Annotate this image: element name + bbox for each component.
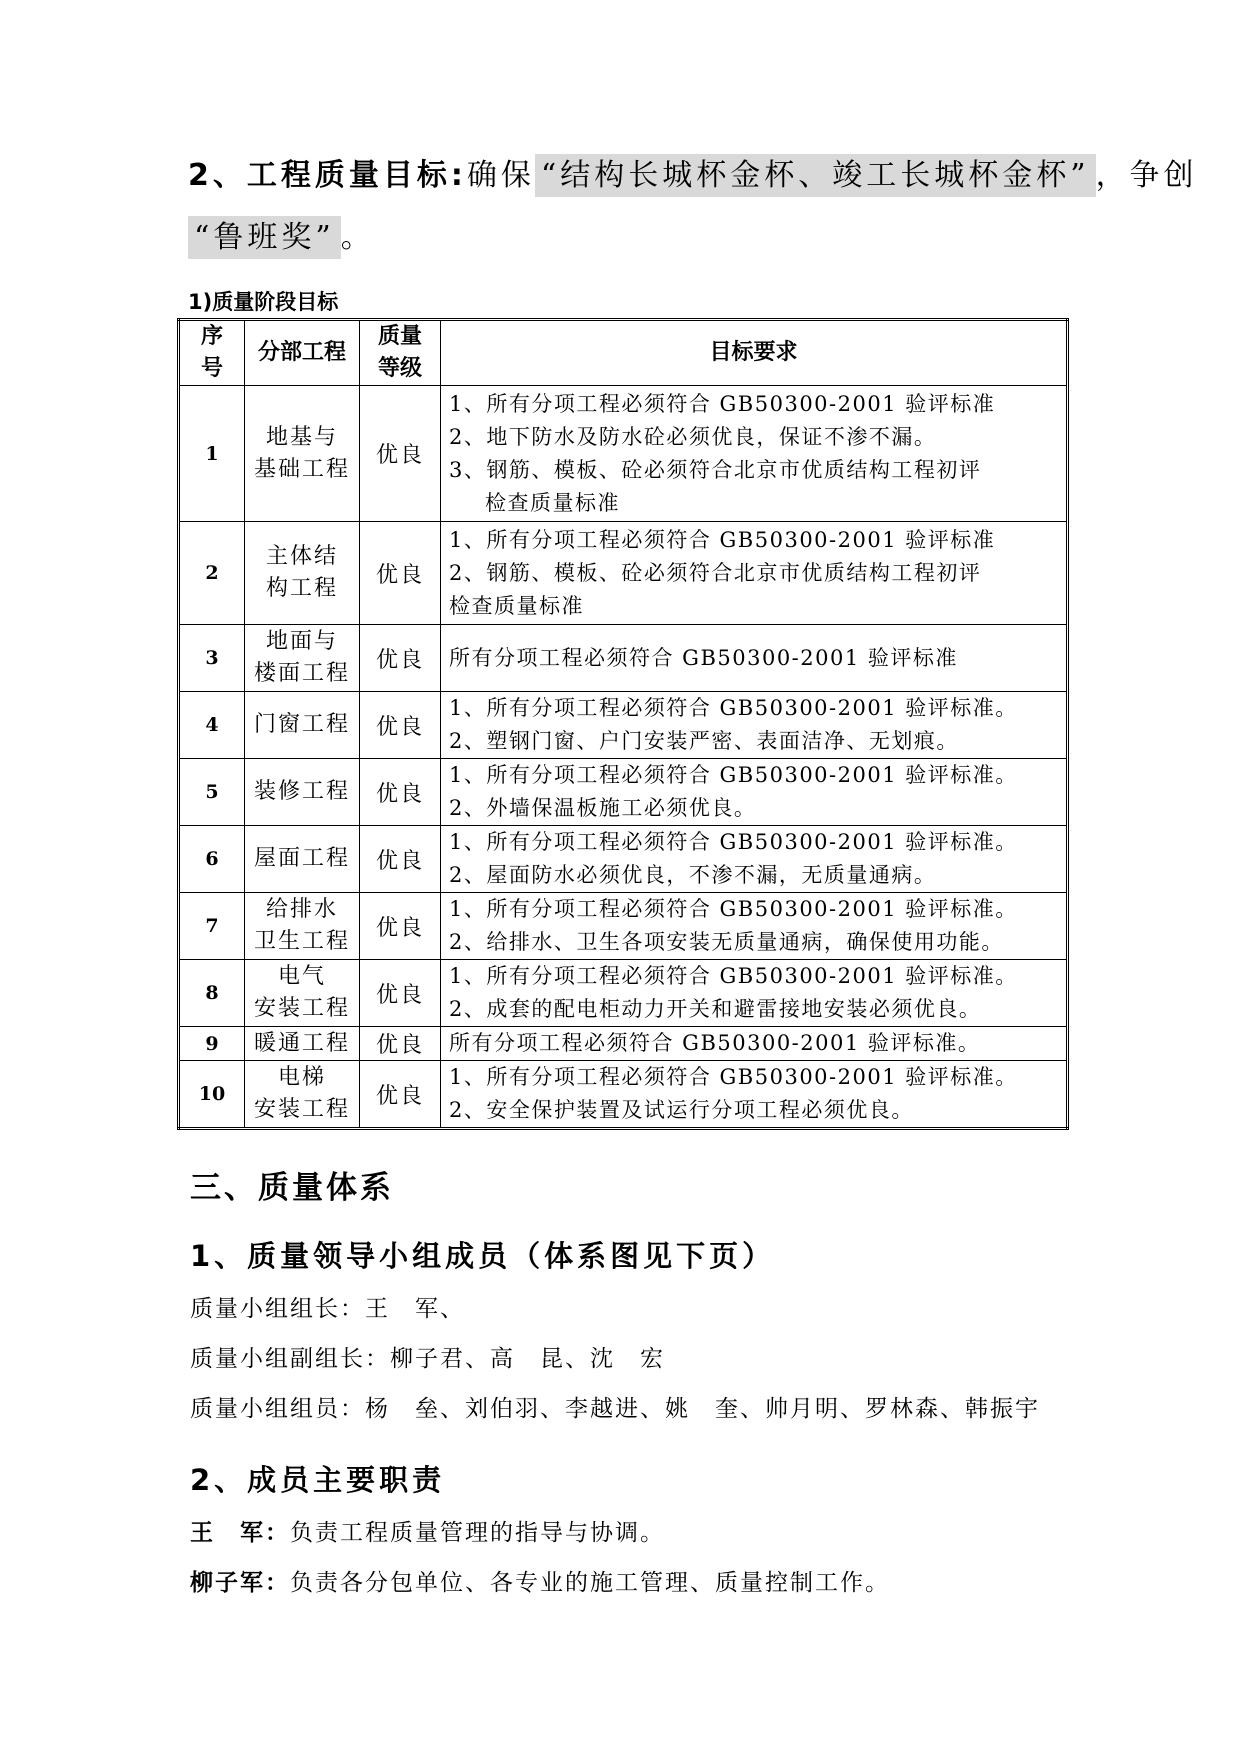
quality-grade: 优良 xyxy=(360,826,441,893)
duty-1-text: 负责工程质量管理的指导与协调。 xyxy=(290,1520,665,1546)
project-name-line: 电气 xyxy=(277,964,326,989)
requirement-line: 2、地下防水及防水砼必须优良，保证不渗不漏。 xyxy=(449,424,937,449)
quality-goal-mid: ，争创 xyxy=(1095,158,1198,193)
duty-2-text: 负责各分包单位、各专业的施工管理、质量控制工作。 xyxy=(290,1570,890,1596)
requirement-line: 2、成套的配电柜动力开关和避雷接地安装必须优良。 xyxy=(449,997,982,1021)
target-requirements xyxy=(441,522,1068,625)
row-number: 4 xyxy=(179,692,245,759)
requirement-line: 所有分项工程必须符合 GB50300-2001 验评标准 xyxy=(449,645,958,670)
row-number: 1 xyxy=(179,386,245,522)
quality-stage-table xyxy=(177,318,1069,1130)
table-row xyxy=(179,893,1068,960)
row-number: 5 xyxy=(179,759,245,826)
table-row xyxy=(179,826,1068,893)
requirement-line: 2、钢筋、模板、砼必须符合北京市优质结构工程初评 xyxy=(449,560,982,585)
stage-goal-title: 1)质量阶段目标 xyxy=(188,290,339,314)
section-title-quality-system: 三、质量体系 xyxy=(190,1170,394,1206)
table-row xyxy=(179,522,1068,625)
requirement-line: 1、所有分项工程必须符合 GB50300-2001 验评标准。 xyxy=(449,696,1018,720)
project-name-line: 安装工程 xyxy=(253,1097,350,1122)
subsection-title-leadership-group: 1、质量领导小组成员（体系图见下页） xyxy=(190,1239,776,1273)
quality-goal-line-2 xyxy=(188,212,375,256)
requirement-line: 1、所有分项工程必须符合 GB50300-2001 验评标准 xyxy=(449,527,996,552)
requirement-line: 2、给排水、卫生各项安装无质量通病，确保使用功能。 xyxy=(449,930,1004,954)
quality-goal-highlight-luban: “鲁班奖” xyxy=(188,216,341,259)
row-number: 3 xyxy=(179,625,245,692)
quality-grade: 优良 xyxy=(360,522,441,625)
project-name-line: 楼面工程 xyxy=(253,661,350,686)
quality-grade: 优良 xyxy=(360,1027,441,1061)
quality-goal-prefix: 确保 xyxy=(466,158,535,193)
project-name-line: 门窗工程 xyxy=(253,712,350,737)
quality-goal-highlight-award: “结构长城杯金杯、竣工长城杯金杯” xyxy=(535,154,1096,197)
table-row xyxy=(179,625,1068,692)
requirement-line: 2、塑钢门窗、户门安装严密、表面洁净、无划痕。 xyxy=(449,729,959,753)
requirement-line: 2、屋面防水必须优良，不渗不漏，无质量通病。 xyxy=(449,863,937,887)
requirement-line: 所有分项工程必须符合 GB50300-2001 验评标准。 xyxy=(449,1031,981,1055)
project-name xyxy=(245,893,360,960)
requirement-line: 1、所有分项工程必须符合 GB50300-2001 验评标准。 xyxy=(449,830,1018,854)
quality-grade: 优良 xyxy=(360,893,441,960)
row-number: 6 xyxy=(179,826,245,893)
project-name xyxy=(245,1027,360,1061)
target-requirements xyxy=(441,759,1068,826)
project-name-line: 电梯 xyxy=(277,1065,326,1090)
requirement-line: 1、所有分项工程必须符合 GB50300-2001 验评标准。 xyxy=(449,763,1018,787)
duty-line-1 xyxy=(190,1514,665,1547)
target-requirements xyxy=(441,1061,1068,1129)
quality-goal-end: 。 xyxy=(340,220,375,255)
quality-grade: 优良 xyxy=(360,960,441,1027)
project-name-line: 主体结 xyxy=(265,544,338,569)
target-requirements xyxy=(441,625,1068,692)
project-name xyxy=(245,1061,360,1129)
project-name xyxy=(245,386,360,522)
requirement-line: 2、外墙保温板施工必须优良。 xyxy=(449,796,757,820)
group-members-line: 质量小组组员：杨 垒、刘伯羽、李越进、姚 奎、帅月明、罗林森、韩振宇 xyxy=(190,1396,1040,1422)
table-row xyxy=(179,386,1068,522)
target-requirements xyxy=(441,692,1068,759)
quality-grade: 优良 xyxy=(360,692,441,759)
target-requirements xyxy=(441,960,1068,1027)
row-number: 9 xyxy=(179,1027,245,1061)
quality-grade: 优良 xyxy=(360,1061,441,1129)
subsection-title-duties: 2、成员主要职责 xyxy=(190,1463,446,1497)
target-requirements xyxy=(441,893,1068,960)
duty-1-name: 王 军： xyxy=(190,1520,290,1546)
quality-grade: 优良 xyxy=(360,386,441,522)
project-name xyxy=(245,692,360,759)
group-leader-line: 质量小组组长：王 军、 xyxy=(190,1296,465,1322)
project-name xyxy=(245,759,360,826)
target-requirements xyxy=(441,826,1068,893)
duty-line-2 xyxy=(190,1564,890,1597)
header-grade: 质量 等级 xyxy=(360,320,441,386)
project-name-line: 构工程 xyxy=(265,576,338,601)
project-name xyxy=(245,960,360,1027)
project-name-line: 基础工程 xyxy=(253,456,350,482)
row-number: 2 xyxy=(179,522,245,625)
requirement-line: 3、钢筋、模板、砼必须符合北京市优质结构工程初评 xyxy=(449,457,982,482)
table-row xyxy=(179,960,1068,1027)
duty-2-name: 柳子军： xyxy=(190,1570,290,1596)
quality-grade: 优良 xyxy=(360,625,441,692)
project-name-line: 装修工程 xyxy=(253,779,350,804)
project-name-line: 暖通工程 xyxy=(253,1030,350,1056)
requirement-line: 检查质量标准 xyxy=(485,490,620,515)
table-header-row xyxy=(179,320,1068,386)
table-body xyxy=(179,386,1068,1129)
target-requirements xyxy=(441,386,1068,522)
header-no: 序 号 xyxy=(179,320,245,386)
project-name xyxy=(245,826,360,893)
project-name-line: 安装工程 xyxy=(253,996,350,1021)
table-row xyxy=(179,759,1068,826)
table-row xyxy=(179,1027,1068,1061)
row-number: 10 xyxy=(179,1061,245,1129)
project-name xyxy=(245,625,360,692)
quality-goal-heading: 2、工程质量目标: xyxy=(188,158,467,193)
header-project: 分部工程 xyxy=(245,320,360,386)
target-requirements xyxy=(441,1027,1068,1061)
requirement-line: 1、所有分项工程必须符合 GB50300-2001 验评标准。 xyxy=(449,964,1018,988)
project-name-line: 地基与 xyxy=(265,424,338,450)
table-row xyxy=(179,1061,1068,1129)
group-vice-leader-line: 质量小组副组长：柳子君、高 昆、沈 宏 xyxy=(190,1346,665,1372)
project-name-line: 给排水 xyxy=(265,897,338,922)
quality-goal-line xyxy=(188,150,1198,194)
project-name-line: 卫生工程 xyxy=(253,929,350,954)
requirement-line: 1、所有分项工程必须符合 GB50300-2001 验评标准。 xyxy=(449,897,1018,921)
project-name xyxy=(245,522,360,625)
quality-grade: 优良 xyxy=(360,759,441,826)
requirement-line: 1、所有分项工程必须符合 GB50300-2001 验评标准 xyxy=(449,391,996,416)
row-number: 7 xyxy=(179,893,245,960)
table-row xyxy=(179,692,1068,759)
header-requirements: 目标要求 xyxy=(441,320,1068,386)
project-name-line: 屋面工程 xyxy=(253,846,350,871)
requirement-line: 1、所有分项工程必须符合 GB50300-2001 验评标准。 xyxy=(449,1065,1018,1089)
project-name-line: 地面与 xyxy=(265,629,338,654)
row-number: 8 xyxy=(179,960,245,1027)
requirement-line: 2、安全保护装置及试运行分项工程必须优良。 xyxy=(449,1098,914,1122)
requirement-line: 检查质量标准 xyxy=(449,593,584,618)
